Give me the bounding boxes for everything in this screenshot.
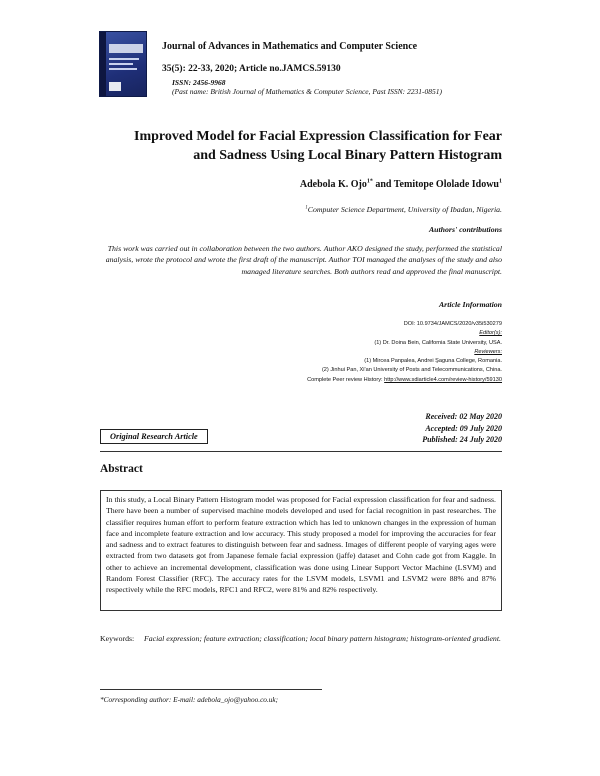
- header-divider: [100, 451, 502, 452]
- published-date: Published: 24 July 2020: [422, 435, 502, 444]
- received-date: Received: 02 May 2020: [425, 412, 502, 421]
- article-dates: [422, 411, 502, 446]
- accepted-date: Accepted: 09 July 2020: [425, 423, 502, 433]
- paper-title: [100, 127, 502, 165]
- reviewer-2: (2) Jinhui Pan, Xi'an University of Posts and Telecommunications, China.: [321, 367, 502, 374]
- reviewers-label: Reviewers:: [474, 348, 502, 355]
- review-history-label: Complete Peer review History:: [307, 376, 385, 383]
- journal-volume: 35(5): 22-33, 2020; Article no.JAMCS.59130: [162, 64, 341, 74]
- author-2: Temitope Ololade Idowu: [393, 179, 499, 190]
- keywords-label: Keywords:: [100, 634, 135, 643]
- reviewer-1: (1) Mircea Panpalea, Andrei Şaguna College, Romania.: [364, 358, 502, 365]
- paper-title-line-1: Improved Model for Facial Expression Classification for Fear: [134, 129, 502, 144]
- affiliation: [305, 205, 502, 214]
- journal-issn: ISSN: 2456-9968: [172, 78, 226, 87]
- journal-cover-image: [99, 31, 147, 97]
- corresponding-author-footnote: *Corresponding author: E-mail: adebola_ojo@yahoo.co.uk;: [100, 695, 279, 704]
- doi: DOI: 10.9734/JAMCS/2020/v35i530279: [403, 321, 502, 327]
- review-history-link[interactable]: http://www.sdiarticle4.com/review-history/59130: [384, 376, 502, 383]
- contributions-heading: Authors' contributions: [428, 225, 502, 234]
- paper-title-line-2: and Sadness Using Local Binary Pattern Histogram: [193, 148, 502, 163]
- review-history: [172, 376, 502, 385]
- abstract-text: In this study, a Local Binary Pattern Histogram model was proposed for Facial expression classification for fear and sadness. There have been a number of supervised machine models developed and used for facial recognition in past researches. The classifier requires human effort to perform feature extraction which has led to unknown changes in the expression of human face and incomplete feature extraction and low accuracy. This study proposed a model for improving the accuracies for fear and sadness and to extract features to distinguish between fear and sadness. Images of different people of varying ages were extracted from two datasets got from Japanese female facial expression (jaffe) dataset and Cohn cade got from Kaggle. In other to achieve an incremental development, classification was done using Linear Support Vector Machine (LSVM) and Random Forest Classifier (RFC). The accuracy rates for the LSVM models, LSVM1 and LSVM2 were 88% and 87% respectively while the RFC models, RFC1 and RFC2, were 81% and 82% respectively.: [100, 490, 502, 611]
- editors-label: Editor(s):: [479, 330, 502, 337]
- author-list: [300, 179, 502, 190]
- author-1-affil: 1*: [366, 178, 373, 185]
- author-conjunction: and: [372, 179, 394, 190]
- affiliation-number: 1: [305, 205, 308, 211]
- author-1: Adebola K. Ojo: [299, 179, 367, 190]
- article-type-badge: Original Research Article: [100, 429, 208, 444]
- affiliation-text: Computer Science Department, University of Ibadan, Nigeria.: [307, 205, 502, 214]
- contributions-text: This work was carried out in collaboration between the two authors. Author AKO designed the study, performed the statistical analysis, wrote the protocol and wrote the first draft of the manuscript. Author TOI managed the analyses of the study and also managed literature searches. Both authors read and approved the final manuscript.: [105, 244, 502, 276]
- article-info-heading: Article Information: [438, 300, 502, 309]
- article-info: [172, 320, 502, 385]
- abstract-heading: Abstract: [100, 463, 143, 475]
- journal-name: Journal of Advances in Mathematics and Computer Science: [162, 41, 418, 52]
- footnote-divider: [100, 689, 322, 690]
- journal-past-name: (Past name: British Journal of Mathematics & Computer Science, Past ISSN: 2231-0851): [172, 87, 442, 96]
- keywords: [100, 633, 502, 644]
- editor-1: (1) Dr. Doina Bein, California State University, USA.: [374, 339, 502, 346]
- keywords-text: Facial expression; feature extraction; classification; local binary pattern histogram; histogram-oriented gradient.: [144, 634, 501, 643]
- author-2-affil: 1: [499, 178, 502, 185]
